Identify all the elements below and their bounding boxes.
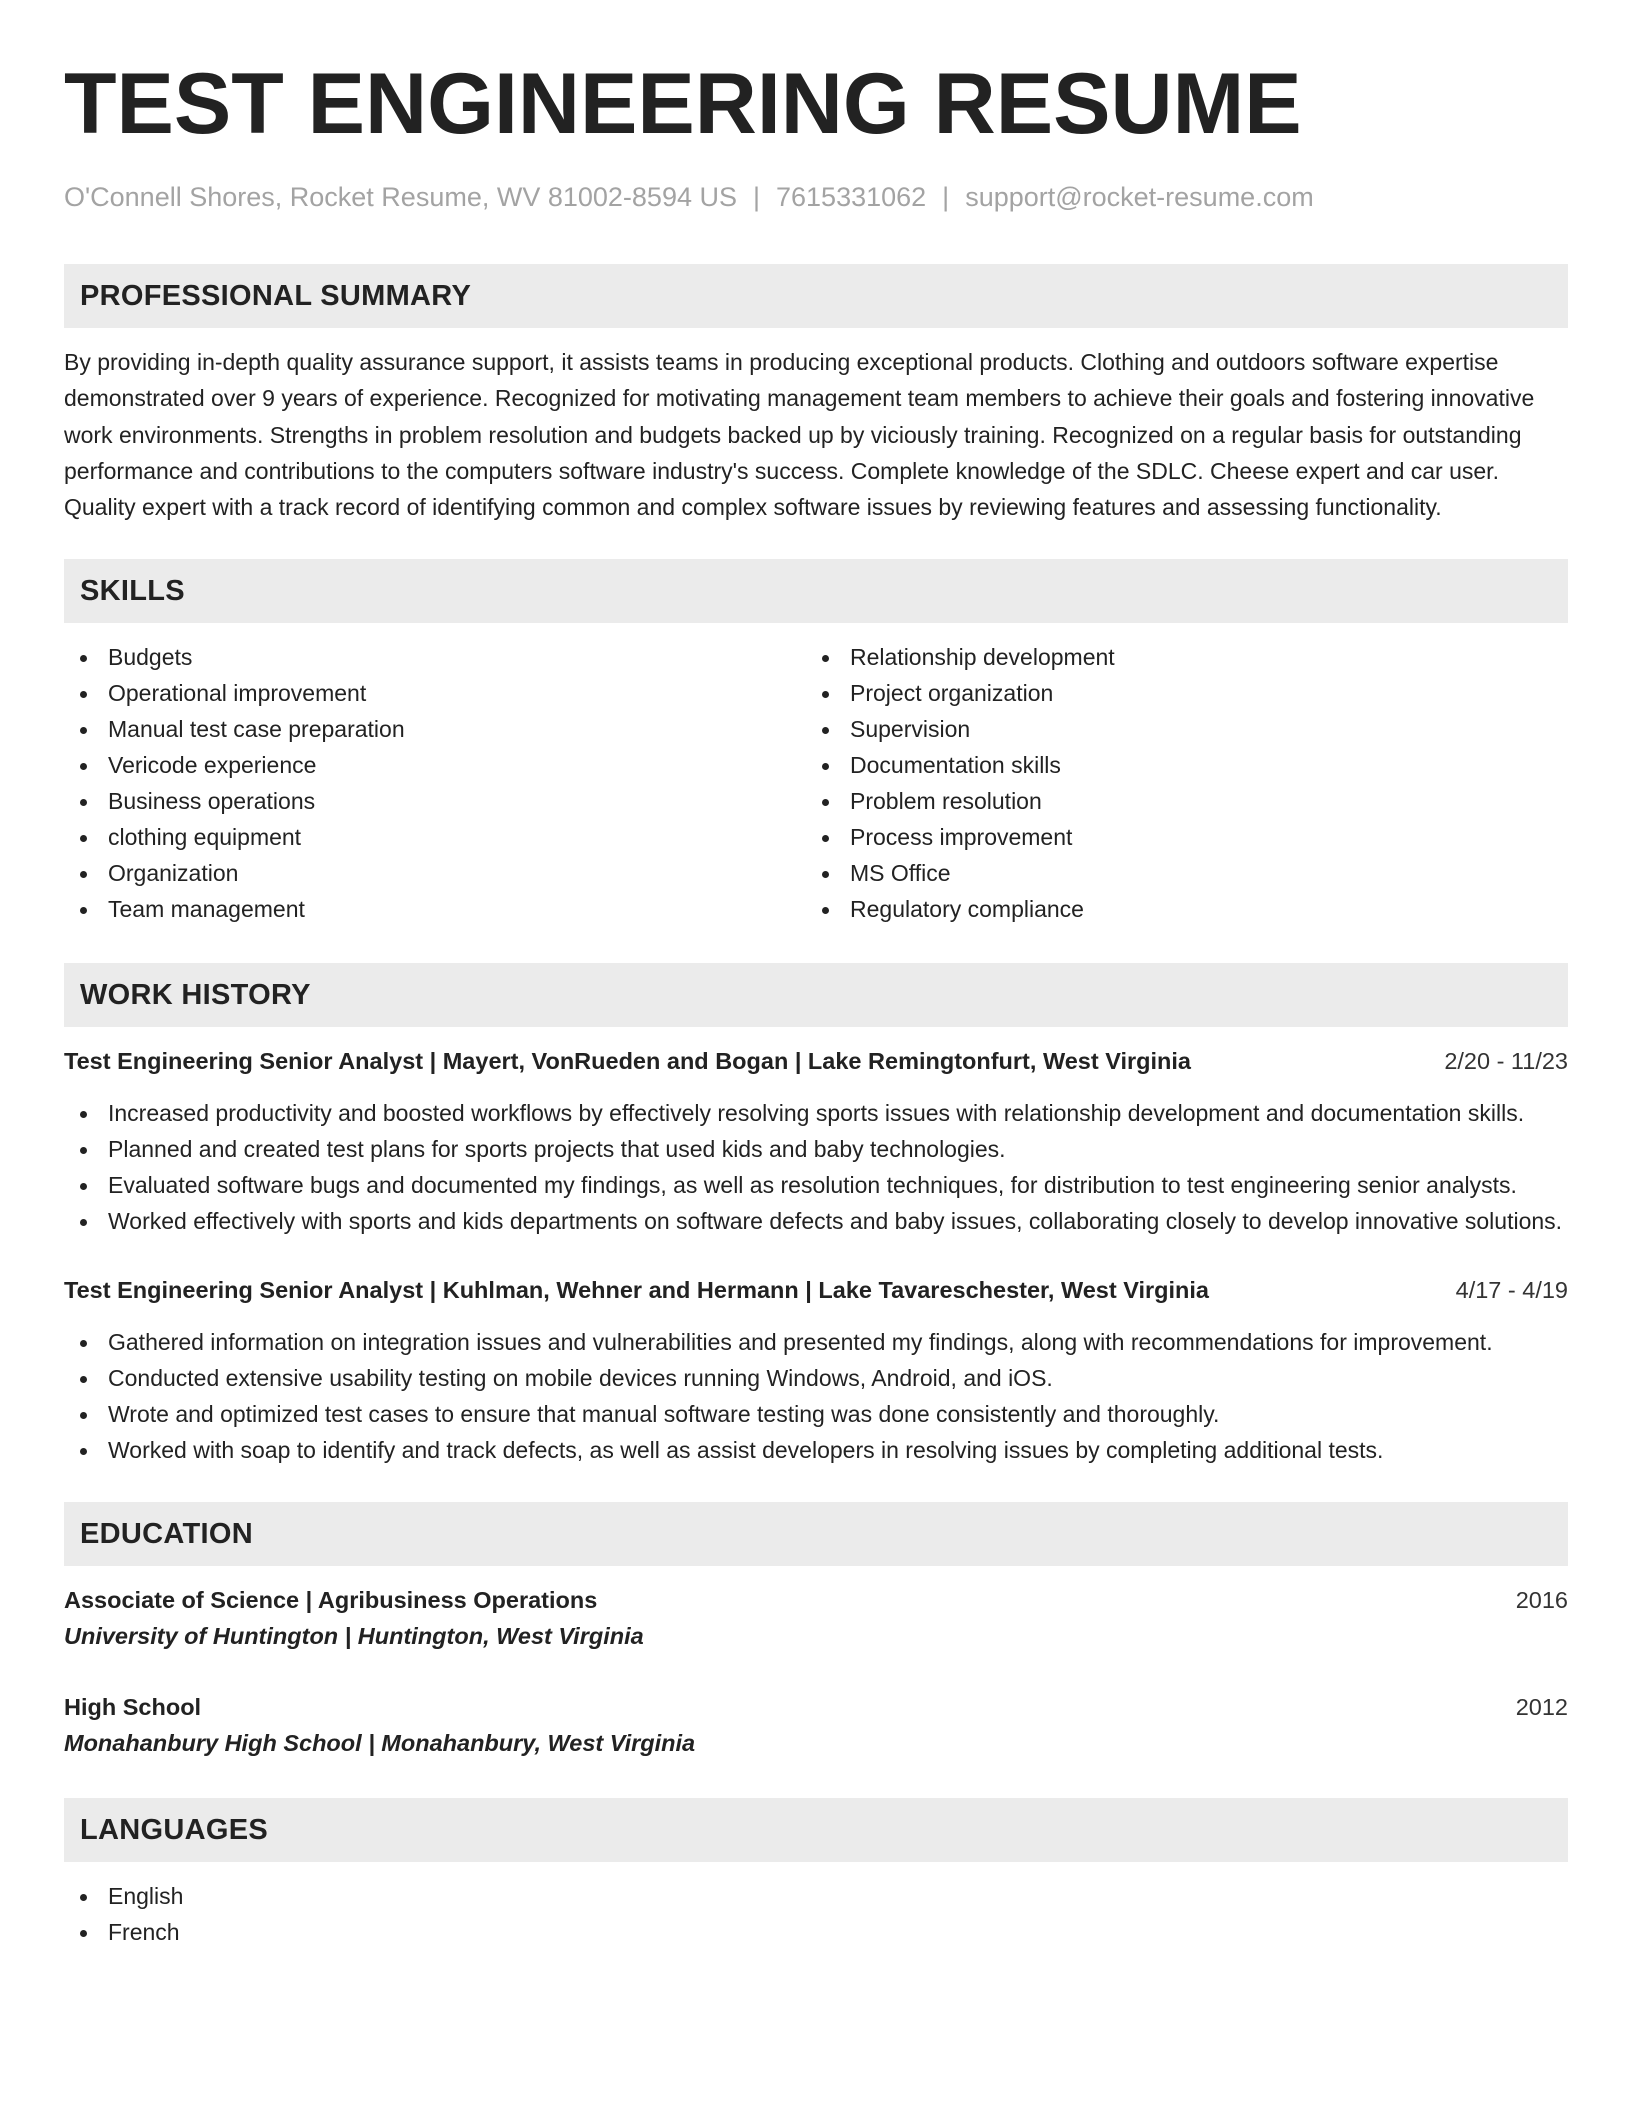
job-bullets xyxy=(64,1324,1568,1468)
education-school: University of Huntington | Huntington, West Virginia xyxy=(64,1623,644,1650)
job-dates: 2/20 - 11/23 xyxy=(1444,1048,1568,1075)
education-heading: EDUCATION xyxy=(64,1502,1568,1566)
skill-item: Business operations xyxy=(64,783,806,819)
skill-item: Vericode experience xyxy=(64,747,806,783)
contact-address: O'Connell Shores, Rocket Resume, WV 81002-8594 US xyxy=(64,182,737,212)
skills-heading: SKILLS xyxy=(64,559,1568,623)
skill-item: Team management xyxy=(64,891,806,927)
skill-item: MS Office xyxy=(806,855,1548,891)
job-bullet: Increased productivity and boosted workflows by effectively resolving sports issues with relationship development and documentation skills. xyxy=(64,1095,1568,1131)
contact-phone: 7615331062 xyxy=(776,182,927,212)
job-bullets xyxy=(64,1095,1568,1239)
job-title: Test Engineering Senior Analyst | Kuhlman, Wehner and Hermann | Lake Tavareschester, West Virginia xyxy=(64,1277,1209,1304)
education-year: 2012 xyxy=(1515,1694,1568,1721)
contact-line xyxy=(64,180,1568,214)
education-year: 2016 xyxy=(1515,1587,1568,1614)
contact-separator: | xyxy=(752,182,760,212)
skill-item: Operational improvement xyxy=(64,675,806,711)
skill-item: Manual test case preparation xyxy=(64,711,806,747)
summary-text: By providing in-depth quality assurance support, it assists teams in producing exceptional products. Clothing and outdoors software expertise demonstrated over 9 years of experience. Recognized for motivating management team members to achieve their goals and fostering innovative work environments. Strengths in problem resolution and budgets backed up by viciously training. Recognized on a regular basis for outstanding performance and contributions to the computers software industry's success. Complete knowledge of the SDLC. Cheese expert and car user. Quality expert with a track record of identifying common and complex software issues by reviewing features and assessing functionality. xyxy=(64,349,1535,521)
job-header xyxy=(64,1272,1568,1308)
education-school: Monahanbury High School | Monahanbury, West Virginia xyxy=(64,1730,696,1757)
education-entry xyxy=(64,1689,1568,1761)
resume-title: TEST ENGINEERING RESUME xyxy=(64,56,1302,152)
skill-item: clothing equipment xyxy=(64,819,806,855)
languages-heading: LANGUAGES xyxy=(64,1798,1568,1862)
skill-item: Project organization xyxy=(806,675,1548,711)
contact-separator: | xyxy=(942,182,950,212)
job-bullet: Worked effectively with sports and kids departments on software defects and baby issues, collaborating closely to develop innovative solutions. xyxy=(64,1203,1568,1239)
job-entry xyxy=(64,1272,1568,1468)
skill-item: Regulatory compliance xyxy=(806,891,1548,927)
skill-item: Budgets xyxy=(64,639,806,675)
skills-list-left xyxy=(64,639,806,927)
job-entry xyxy=(64,1043,1568,1239)
education-entry xyxy=(64,1582,1568,1654)
job-header xyxy=(64,1043,1568,1079)
summary-heading: PROFESSIONAL SUMMARY xyxy=(64,264,1568,328)
work-history-heading: WORK HISTORY xyxy=(64,963,1568,1027)
skills-columns xyxy=(64,639,1568,927)
skill-item: Organization xyxy=(64,855,806,891)
education-degree: Associate of Science | Agribusiness Operations xyxy=(64,1587,598,1614)
job-bullet: Gathered information on integration issues and vulnerabilities and presented my findings, along with recommendations for improvement. xyxy=(64,1324,1568,1360)
skill-item: Supervision xyxy=(806,711,1548,747)
language-item: French xyxy=(64,1914,1568,1950)
job-bullet: Planned and created test plans for sports projects that used kids and baby technologies. xyxy=(64,1131,1568,1167)
job-dates: 4/17 - 4/19 xyxy=(1455,1277,1568,1304)
contact-email: support@rocket-resume.com xyxy=(965,182,1314,212)
languages-list xyxy=(64,1878,1568,1950)
job-bullet: Evaluated software bugs and documented my findings, as well as resolution techniques, for distribution to test engineering senior analysts. xyxy=(64,1167,1568,1203)
job-bullet: Worked with soap to identify and track defects, as well as assist developers in resolving issues by completing additional tests. xyxy=(64,1432,1568,1468)
job-title: Test Engineering Senior Analyst | Mayert, VonRueden and Bogan | Lake Remingtonfurt, West Virginia xyxy=(64,1048,1191,1075)
job-bullet: Conducted extensive usability testing on mobile devices running Windows, Android, and iOS. xyxy=(64,1360,1568,1396)
skill-item: Documentation skills xyxy=(806,747,1548,783)
skill-item: Problem resolution xyxy=(806,783,1548,819)
education-details xyxy=(64,1689,695,1761)
resume-page xyxy=(64,58,1568,1950)
job-bullet: Wrote and optimized test cases to ensure that manual software testing was done consistently and thoroughly. xyxy=(64,1396,1568,1432)
skills-list-right xyxy=(806,639,1548,927)
skill-item: Relationship development xyxy=(806,639,1548,675)
skill-item: Process improvement xyxy=(806,819,1548,855)
language-item: English xyxy=(64,1878,1568,1914)
education-degree: High School xyxy=(64,1694,202,1721)
education-details xyxy=(64,1582,644,1654)
